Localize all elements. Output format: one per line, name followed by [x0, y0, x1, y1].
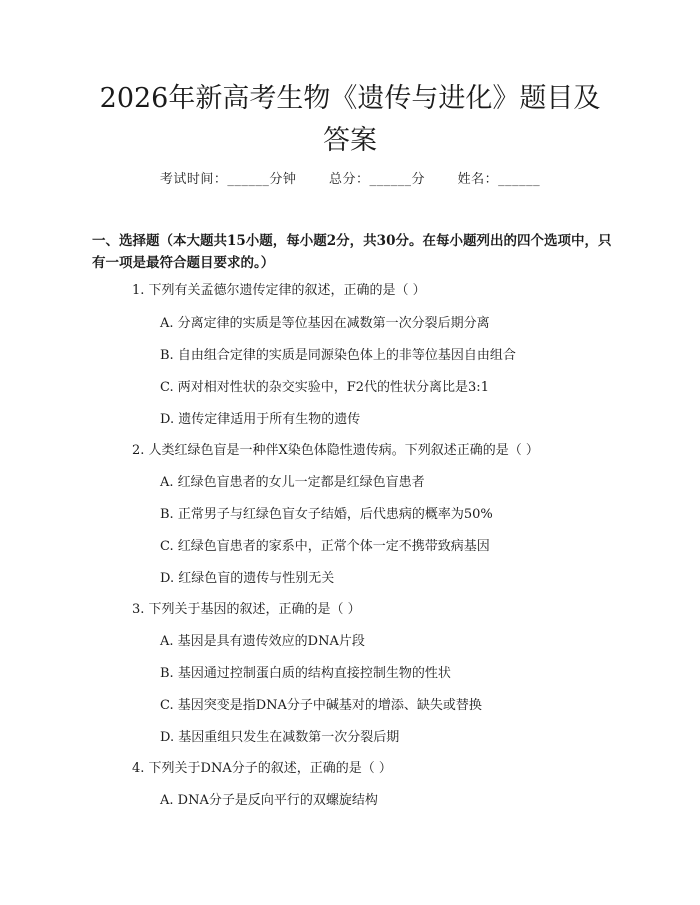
exam-info	[0, 168, 700, 187]
q3-option-b: B. 基因通过控制蛋白质的结构直接控制生物的性状	[160, 666, 451, 681]
q4-option-a: A. DNA分子是反向平行的双螺旋结构	[160, 793, 378, 808]
q1-option-a: A. 分离定律的实质是等位基因在减数第一次分裂后期分离	[160, 316, 490, 331]
exam-name: 姓名：______	[457, 172, 541, 187]
question-3: 3. 下列关于基因的叙述，正确的是（ ）	[132, 602, 361, 617]
section-heading: 一、选择题（本大题共15小题，每小题2分，共30分。在每小题列出的四个选项中，只有一项是最符合题目要求的。）	[92, 233, 612, 271]
q2-option-c: C. 红绿色盲患者的家系中，正常个体一定不携带致病基因	[160, 539, 490, 554]
page-title: 2026年新高考生物《遗传与进化》题目及答案	[99, 83, 601, 156]
question-4: 4. 下列关于DNA分子的叙述，正确的是（ ）	[132, 761, 392, 776]
exam-score: 总分：______分	[328, 172, 425, 187]
q1-option-c: C. 两对相对性状的杂交实验中，F2代的性状分离比是3:1	[160, 380, 489, 395]
q2-option-a: A. 红绿色盲患者的女儿一定都是红绿色盲患者	[160, 475, 425, 490]
q2-option-d: D. 红绿色盲的遗传与性别无关	[160, 571, 335, 586]
question-1: 1. 下列有关孟德尔遗传定律的叙述，正确的是（ ）	[132, 283, 426, 298]
q1-option-b: B. 自由组合定律的实质是同源染色体上的非等位基因自由组合	[160, 348, 516, 363]
q3-option-c: C. 基因突变是指DNA分子中碱基对的增添、缺失或替换	[160, 698, 482, 713]
exam-time: 考试时间：______分钟	[159, 172, 297, 187]
q2-option-b: B. 正常男子与红绿色盲女子结婚，后代患病的概率为50%	[160, 507, 493, 522]
question-2: 2. 人类红绿色盲是一种伴X染色体隐性遗传病。下列叙述正确的是（ ）	[132, 443, 539, 458]
q3-option-d: D. 基因重组只发生在减数第一次分裂后期	[160, 730, 400, 745]
q1-option-d: D. 遗传定律适用于所有生物的遗传	[160, 412, 361, 427]
q3-option-a: A. 基因是具有遗传效应的DNA片段	[160, 634, 365, 649]
